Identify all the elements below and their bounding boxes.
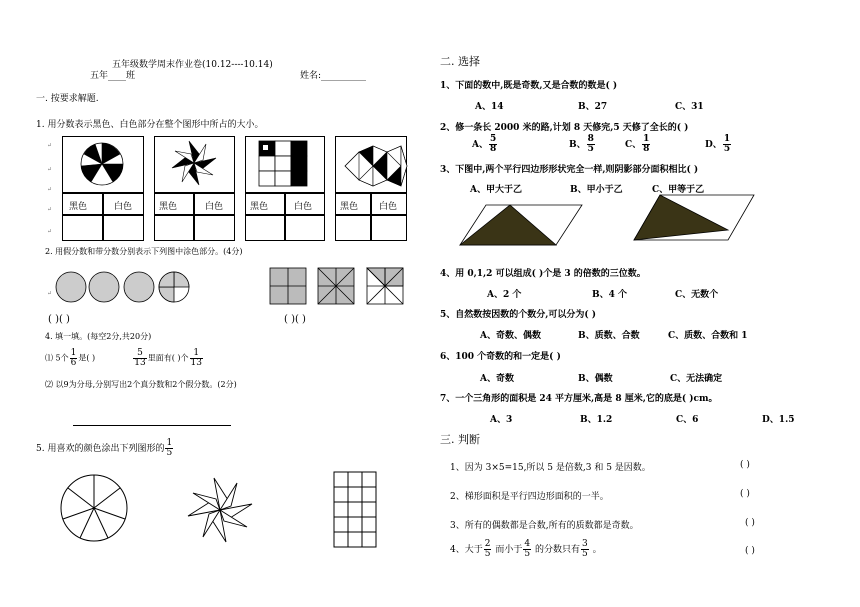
paragraph-mark: ↵ [47,166,53,173]
choice-7-option-b[interactable]: B、1.2 [580,415,613,425]
q1-answer-cell[interactable] [62,215,103,241]
q1-black-cell: 黑色 [245,193,285,215]
choice-3-option-c[interactable]: C、甲等于乙 [652,185,705,195]
choice-2: 2、修一条长 2000 米的路,计划 8 天修完,5 天修了全长的( ) [440,123,689,133]
q1-black-cell: 黑色 [335,193,371,215]
choice-6-option-c[interactable]: C、无法确定 [670,374,723,384]
question-4-2: ⑵ 以9为分母,分别写出2个真分数和2个假分数。(2分) [45,380,237,389]
judge-1: 1、因为 3×5=15,所以 5 是倍数,3 和 5 是因数。 [450,463,651,473]
judge-4-answer[interactable]: ( ) [745,546,755,556]
name-field[interactable]: 姓名:__________ [300,71,367,81]
q1-black-cell: 黑色 [62,193,103,215]
section-1-title: 一. 按要求解题. [36,94,99,104]
choice-3-option-a[interactable]: A、甲大于乙 [470,185,522,195]
choice-2-option-a[interactable]: A、 $\frac{5}{8}$ [472,134,497,154]
page-title: 五年级数学周末作业卷(10.12----10.14) [112,60,273,70]
q1-answer-cell[interactable] [194,215,235,241]
q1-answer-cell[interactable] [245,215,285,241]
choice-1: 1、下面的数中,既是奇数,又是合数的数是( ) [440,81,618,91]
paragraph-mark: ↵ [47,142,53,149]
judge-2: 2、梯形面积是平行四边形面积的一半。 [450,492,609,502]
judge-1-answer[interactable]: ( ) [740,460,750,470]
choice-4: 4、用 0,1,2 可以组成( )个是 3 的倍数的三位数。 [440,269,646,279]
section-3-title: 三. 判断 [440,433,480,446]
q1-answer-cell[interactable] [285,215,325,241]
choice-7: 7、一个三角形的面积是 24 平方厘米,高是 8 厘米,它的底是( )cm。 [440,394,718,404]
q1-answer-cell[interactable] [103,215,144,241]
choice-4-option-b[interactable]: B、4 个 [592,290,628,300]
choice-4-option-a[interactable]: A、2 个 [487,290,522,300]
choice-7-option-a[interactable]: A、3 [490,415,513,425]
q1-black-cell: 黑色 [154,193,194,215]
choice-7-option-c[interactable]: C、6 [676,415,699,425]
choice-6: 6、100 个奇数的和一定是( ) [440,352,561,362]
choice-5-option-b[interactable]: B、质数、合数 [578,331,640,341]
choice-1-option-b[interactable]: B、27 [578,102,608,112]
section-2-title: 二. 选择 [440,55,480,68]
q4-answer-line[interactable] [73,424,231,426]
choice-5-option-a[interactable]: A、奇数、偶数 [480,331,541,341]
question-2: 2. 用假分数和带分数分别表示下列图中涂色部分。(4分) [45,247,243,256]
judge-2-answer[interactable]: ( ) [740,489,750,499]
choice-4-option-c[interactable]: C、无数个 [675,290,719,300]
choice-3-option-b[interactable]: B、甲小于乙 [570,185,623,195]
paragraph-mark: ↵ [47,186,53,193]
paragraph-mark: ↵ [47,290,53,297]
choice-5-option-c[interactable]: C、质数、合数和 1 [668,331,748,341]
q1-white-cell: 白色 [194,193,235,215]
judge-3: 3、所有的偶数都是合数,所有的质数都是奇数。 [450,521,639,531]
q2-answer-right[interactable]: ( )( ) [284,314,306,325]
q1-white-cell: 白色 [103,193,144,215]
q1-answer-cell[interactable] [335,215,371,241]
paragraph-mark: ↵ [47,228,53,235]
q1-answer-cell[interactable] [371,215,407,241]
choice-5: 5、自然数按因数的个数分,可以分为( ) [440,310,597,320]
choice-2-option-b[interactable]: B、 $\frac{8}{5}$ [569,134,594,154]
choice-6-option-b[interactable]: B、偶数 [578,374,613,384]
question-4: 4. 填一填。(每空2分,共20分) [45,332,152,341]
question-4-1: ⑴ 5个 $\frac{1}{6}$ 是( ) $\frac{5}{13}$ 里面有( )个 $\frac{1}{13}$ [45,348,202,368]
choice-6-option-a[interactable]: A、奇数 [480,374,514,384]
question-5: 5. 用喜欢的颜色涂出下列图形的 $\frac{1}{5}$ [36,438,173,458]
choice-7-option-d[interactable]: D、1.5 [762,415,795,425]
class-field[interactable]: 五年____班 [90,71,136,81]
choice-2-option-c[interactable]: C、 $\frac{1}{8}$ [625,134,650,154]
q2-answer-left[interactable]: ( )( ) [48,314,70,325]
choice-3: 3、下图中,两个平行四边形形状完全一样,则阴影部分面积相比( ) [440,165,699,175]
q1-white-cell: 白色 [371,193,407,215]
choice-1-option-c[interactable]: C、31 [675,102,704,112]
choice-3-parallelogram-yi [0,0,1,1]
judge-4: 4、大于 $\frac{2}{5}$ 而小于 $\frac{4}{5}$ 的分数只有 $\frac{3}{5}$ 。 [450,539,602,559]
judge-3-answer[interactable]: ( ) [745,518,755,528]
paragraph-mark: ↵ [47,206,53,213]
q1-answer-cell[interactable] [154,215,194,241]
q1-white-cell: 白色 [285,193,325,215]
choice-1-option-a[interactable]: A、14 [475,102,504,112]
question-1: 1. 用分数表示黑色、白色部分在整个图形中所占的大小。 [36,120,264,130]
choice-2-option-d[interactable]: D、 $\frac{1}{5}$ [705,134,731,154]
